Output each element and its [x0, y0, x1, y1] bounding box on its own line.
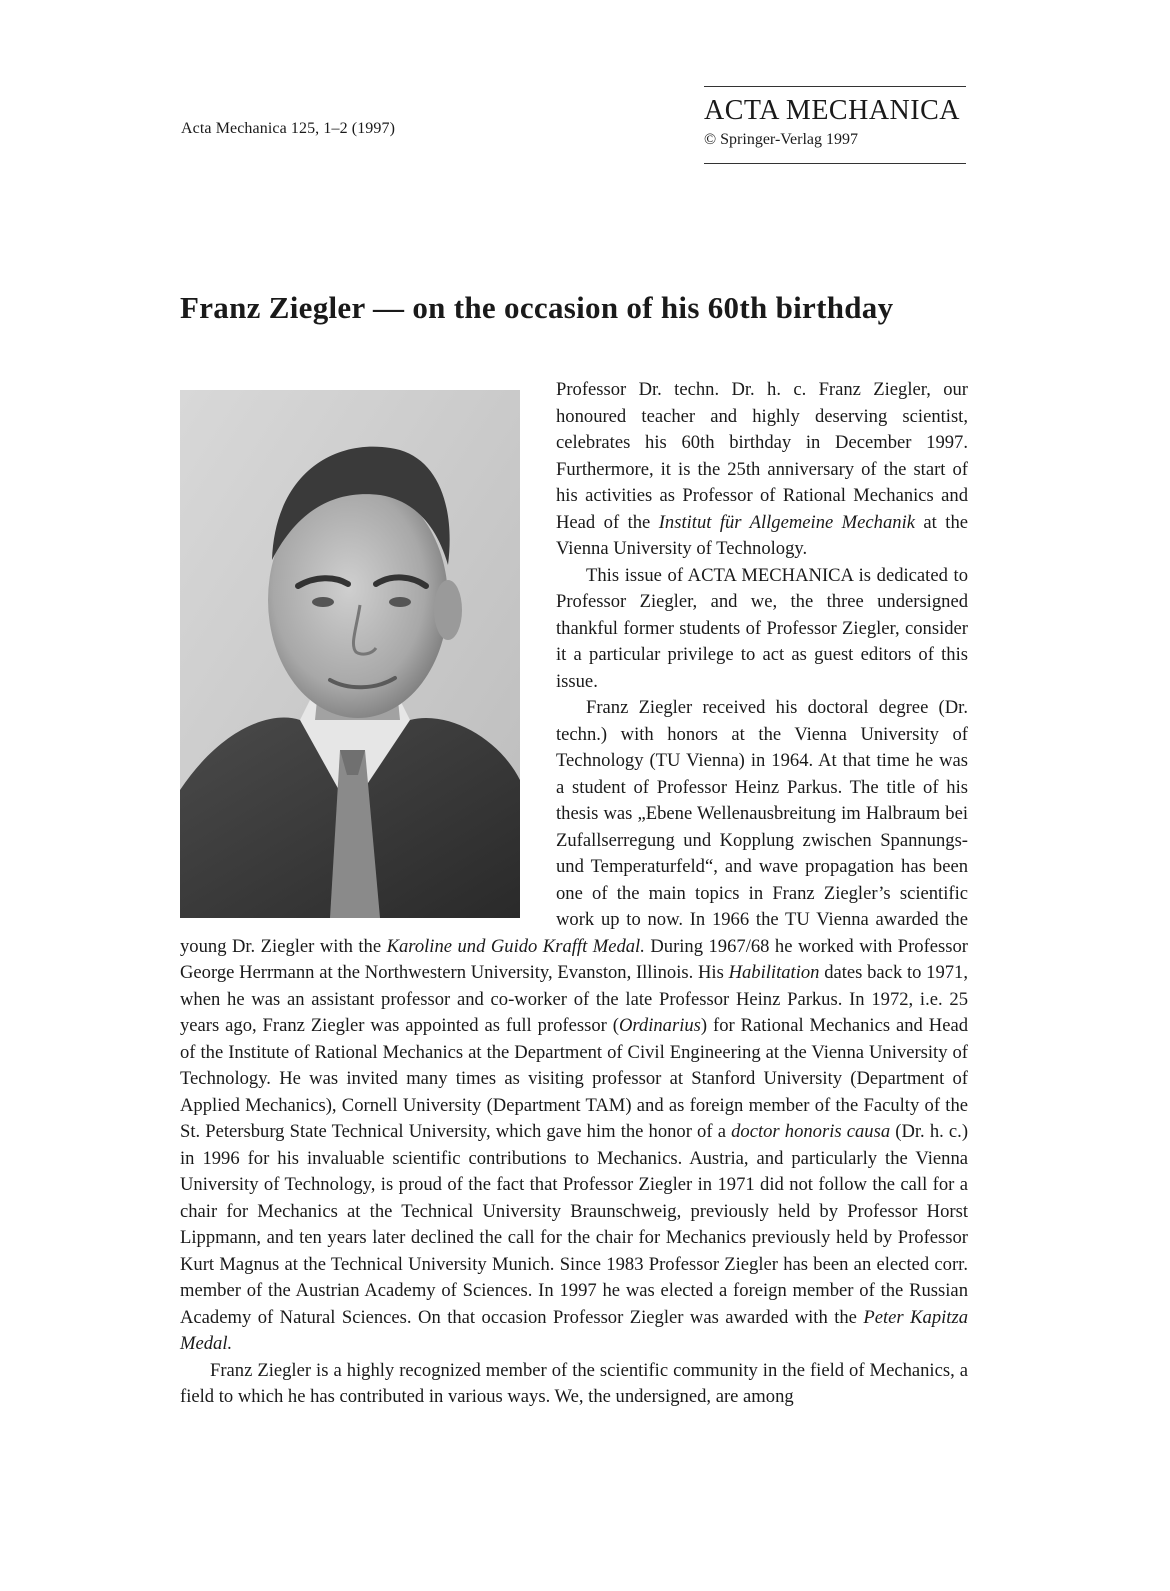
p3-text-3: dates back to 1971, when he was an assistant professor and co-worker of the late Professor Heinz Parkus. In 1972, i.e. 25 years ago, Franz Ziegler was appointed as full professor ( [180, 962, 968, 1036]
p3-italic-3: Ordinarius [618, 1015, 701, 1036]
p3-text-4: ) for Rational Mechanics and Head of the Institute of Rational Mechanics at the Department of Civil Engineering at the Vienna University of Technology. He was invited many times as visiting professor at Stanford University (Department of Applied Mechanics), Cornell University (Department TAM) and as foreign member of the Faculty of the St. Petersburg State Technical University, which gave him the honor of a [180, 1015, 969, 1142]
p3-italic-4: doctor honoris causa [731, 1121, 891, 1142]
p1-text-2: at the Vienna University of Technology. [556, 511, 968, 559]
journal-title: ACTA MECHANICA [704, 95, 960, 126]
p3-text-5: (Dr. h. c.) in 1996 for his invaluable scientific contributions to Mechanics. Austria, and particularly the Vienna University of Technology, is proud of the fact that Professor Ziegler in 1971 did not follow the call for a chair for Mechanics at the Technical University Braunschweig, previously held by Professor Horst Lippmann, and ten years later declined the call for the chair for Mechanics previously held by Professor Kurt Magnus at the Technical University Munich. Since 1983 Professor Ziegler has been an elected corr. member of the Austrian Academy of Sciences. In 1997 he was elected a foreign member of the Russian Academy of Natural Sciences. On that occasion Professor Ziegler was awarded with the [180, 1121, 969, 1328]
top-rule [704, 86, 966, 87]
p1-italic-1: Institut für Allgemeine Mechanik [658, 511, 915, 533]
p4-text-1: Franz Ziegler is a highly recognized member of the scientific community in the field of Mechanics, a field to which he has contributed in various ways. We, the undersigned, are among [180, 1359, 968, 1407]
p3-italic-5: Peter Kapitza Medal. [180, 1306, 968, 1354]
p3-text-1: Franz Ziegler received his doctoral degree (Dr. techn.) with honors at the Vienna University of Technology (TU Vienna) in 1964. At that time he was a student of Professor Heinz Parkus. The title of his thesis was „Ebene Wellenausbreitung im Halbraum bei Zufallserregung und Kopplung zwischen Spannungs- und Temperaturfeld“, and wave propagation has been one of the main topics in Franz Ziegler’s scientific work up to now. In 1966 the TU Vienna awarded the young Dr. Ziegler with the [180, 697, 968, 957]
p3-italic-1: Karoline und Guido Krafft Medal. [386, 935, 645, 957]
p3-italic-2: Habilitation [728, 962, 820, 983]
p1-text-1: Professor Dr. techn. Dr. h. c. Franz Ziegler, our honoured teacher and highly deserving scientist, celebrates his 60th birthday in December 1997. Furthermore, it is the 25th anniversary of the start of his activities as Professor of Rational Mechanics and Head of the [556, 379, 968, 533]
journal-masthead [704, 86, 966, 164]
p2-text-1: This issue of ACTA MECHANICA is dedicated to Professor Ziegler, and we, the three undersigned thankful former students of Professor Ziegler, consider it a particular privilege to act as guest editors of this issue. [556, 564, 968, 692]
article-body [180, 377, 968, 1411]
p3-text-2: During 1967/68 he worked with Professor George Herrmann at the Northwestern University, Evanston, Illinois. His [180, 935, 968, 983]
article-title: Franz Ziegler — on the occasion of his 60th birthday [180, 290, 894, 325]
photo-float-space [180, 377, 556, 928]
article-citation: Acta Mechanica 125, 1–2 (1997) [181, 120, 396, 137]
paragraph-4 [180, 1358, 968, 1411]
bottom-rule [704, 163, 966, 164]
copyright-line: © Springer-Verlag 1997 [704, 131, 859, 148]
